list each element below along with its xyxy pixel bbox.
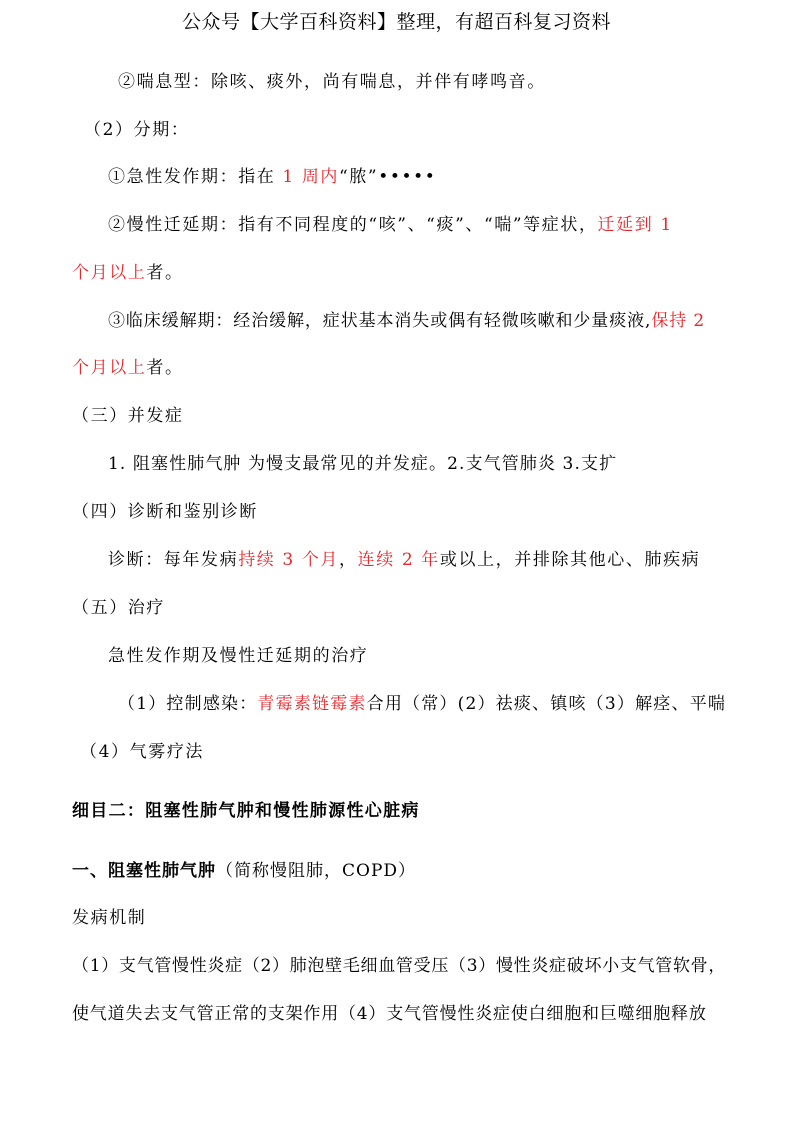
highlight-text: 迁延到 1 bbox=[597, 215, 673, 235]
highlight-text: 持续 3 个月 bbox=[238, 550, 340, 570]
text-line: 1. 阻塞性肺气肿 为慢支最常见的并发症。2.支气管肺炎 3.支扩 bbox=[108, 454, 618, 474]
text-span: ③临床缓解期：经治缓解，症状基本消失或偶有轻微咳嗽和少量痰液, bbox=[108, 311, 652, 331]
highlight-text: 连续 2 年 bbox=[357, 550, 440, 570]
text-span: （1）控制感染： bbox=[118, 694, 258, 714]
text-span: 者。 bbox=[146, 358, 184, 378]
highlight-text: 个月以上 bbox=[72, 358, 147, 378]
text-line bbox=[118, 693, 726, 715]
text-span: ①急性发作期：指在 bbox=[108, 167, 283, 187]
text-line bbox=[108, 549, 700, 571]
text-line bbox=[72, 262, 184, 284]
highlight-text: 保持 2 bbox=[651, 311, 706, 331]
section-heading: （四）诊断和鉴别诊断 bbox=[72, 502, 258, 522]
text-span: 者。 bbox=[146, 263, 184, 283]
text-line bbox=[108, 166, 436, 188]
text-span: 诊断：每年发病 bbox=[108, 550, 239, 570]
text-span: （简称慢阻肺，COPD） bbox=[216, 861, 417, 881]
section-heading: （五）治疗 bbox=[72, 598, 165, 618]
subsection-heading bbox=[72, 860, 416, 882]
text-span: 合用（常）(2）祛痰、镇咳（3）解痉、平喘 bbox=[366, 694, 727, 714]
highlight-text: 个月以上 bbox=[72, 263, 147, 283]
text-span: ， bbox=[339, 550, 358, 570]
text-line bbox=[108, 310, 705, 332]
highlight-text: 青霉素链霉素 bbox=[257, 694, 367, 714]
text-line: 使气道失去支气管正常的支架作用（4）支气管慢性炎症使白细胞和巨噬细胞释放 bbox=[72, 1004, 707, 1024]
text-span: ②慢性迁延期：指有不同程度的“咳”、“痰”、“喘”等症状， bbox=[108, 215, 598, 235]
page-header: 公众号【大学百科资料】整理，有超百科复习资料 bbox=[181, 11, 611, 33]
text-line bbox=[72, 357, 184, 379]
text-line: （4）气雾疗法 bbox=[80, 742, 205, 762]
text-line: ②喘息型：除咳、痰外，尚有喘息，并伴有哮鸣音。 bbox=[118, 72, 546, 92]
text-line bbox=[108, 214, 673, 236]
section-heading: （三）并发症 bbox=[72, 406, 184, 426]
text-span: 一、阻塞性肺气肿 bbox=[72, 861, 216, 881]
text-line: （2）分期： bbox=[84, 120, 190, 140]
text-line: 急性发作期及慢性迁延期的治疗 bbox=[108, 646, 369, 666]
text-span: 或以上，并排除其他心、肺疾病 bbox=[439, 550, 701, 570]
text-line: （1）支气管慢性炎症（2）肺泡壁毛细血管受压（3）慢性炎症破坏小支气管软骨， bbox=[72, 956, 727, 976]
text-line: 发病机制 bbox=[72, 908, 147, 928]
highlight-text: 1 周内 bbox=[282, 167, 340, 187]
subsection-title: 细目二：阻塞性肺气肿和慢性肺源性心脏病 bbox=[72, 801, 420, 821]
text-span: “脓”••••• bbox=[339, 167, 437, 187]
